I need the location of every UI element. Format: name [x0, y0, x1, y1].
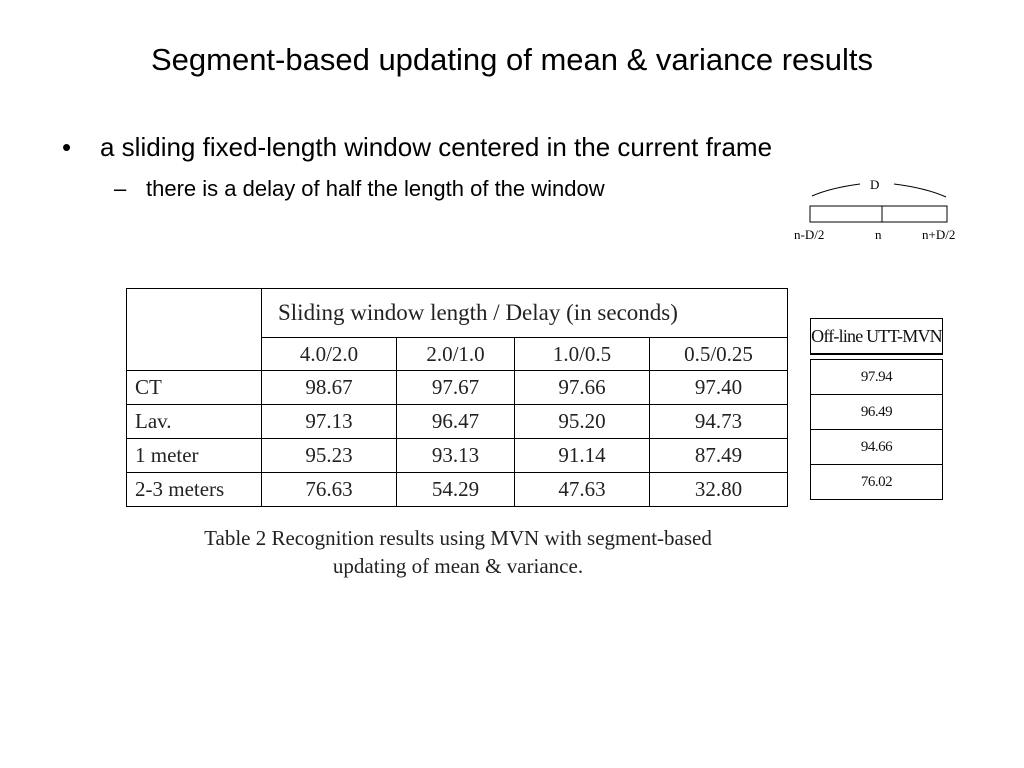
offline-table-cell: 94.66: [810, 430, 943, 465]
table-row: [127, 371, 788, 405]
caption-line-1: Table 2 Recognition results using MVN with segment-based: [204, 526, 712, 550]
results-table: [126, 288, 788, 507]
table-cell: 95.23: [262, 439, 397, 473]
diagram-label-right: n+D/2: [922, 227, 956, 242]
diagram-label-left: n-D/2: [794, 227, 825, 242]
offline-table-header: Off-line UTT-MVN: [810, 318, 943, 355]
brace-left: [812, 184, 860, 196]
table-row: [127, 439, 788, 473]
table-cell: 87.49: [650, 439, 788, 473]
brace-right: [894, 184, 946, 197]
bullet-sub: [114, 174, 605, 204]
bullet-sub-text: there is a delay of half the length of the window: [146, 176, 605, 201]
table-row: [127, 405, 788, 439]
row-label: 2-3 meters: [127, 473, 262, 507]
diagram-label-mid: n: [875, 227, 882, 242]
column-header: 4.0/2.0: [262, 338, 397, 371]
table-corner-low: [127, 338, 262, 371]
table-corner: [127, 289, 262, 338]
table-cell: 91.14: [515, 439, 650, 473]
table-cell: 93.13: [397, 439, 515, 473]
slide-title: Segment-based updating of mean & variance results: [150, 42, 874, 77]
table-caption: [126, 524, 790, 580]
table-cell: 94.73: [650, 405, 788, 439]
table-cell: 54.29: [397, 473, 515, 507]
table-cell: 76.63: [262, 473, 397, 507]
table-cell: 47.63: [515, 473, 650, 507]
table-cell: 32.80: [650, 473, 788, 507]
table-row: [127, 473, 788, 507]
bullet-main-text: a sliding fixed-length window centered in the current frame: [100, 132, 773, 162]
table-cell: 97.40: [650, 371, 788, 405]
sub-bullet-mark: –: [114, 176, 127, 201]
table-cell: 96.47: [397, 405, 515, 439]
column-header: 2.0/1.0: [397, 338, 515, 371]
results-table-wrap: [126, 288, 788, 507]
column-header: 0.5/0.25: [650, 338, 788, 371]
bullet-mark: •: [62, 132, 72, 162]
column-header: 1.0/0.5: [515, 338, 650, 371]
table-cell: 97.67: [397, 371, 515, 405]
table-header-row: [127, 289, 788, 338]
table-cell: 95.20: [515, 405, 650, 439]
row-label: Lav.: [127, 405, 262, 439]
diagram-label-d: D: [870, 177, 880, 192]
table-cell: 97.66: [515, 371, 650, 405]
table-column-row: [127, 338, 788, 371]
offline-table-cell: 97.94: [810, 359, 943, 395]
window-diagram: [790, 176, 980, 246]
table-span-header: Sliding window length / Delay (in seconds): [262, 289, 788, 338]
row-label: CT: [127, 371, 262, 405]
offline-table: [810, 318, 943, 500]
table-cell: 98.67: [262, 371, 397, 405]
bullet-main: [62, 130, 772, 164]
offline-table-cell: 96.49: [810, 395, 943, 430]
offline-table-cell: 76.02: [810, 465, 943, 500]
table-cell: 97.13: [262, 405, 397, 439]
row-label: 1 meter: [127, 439, 262, 473]
window-box: [810, 206, 947, 222]
caption-line-2: updating of mean & variance.: [332, 554, 584, 578]
